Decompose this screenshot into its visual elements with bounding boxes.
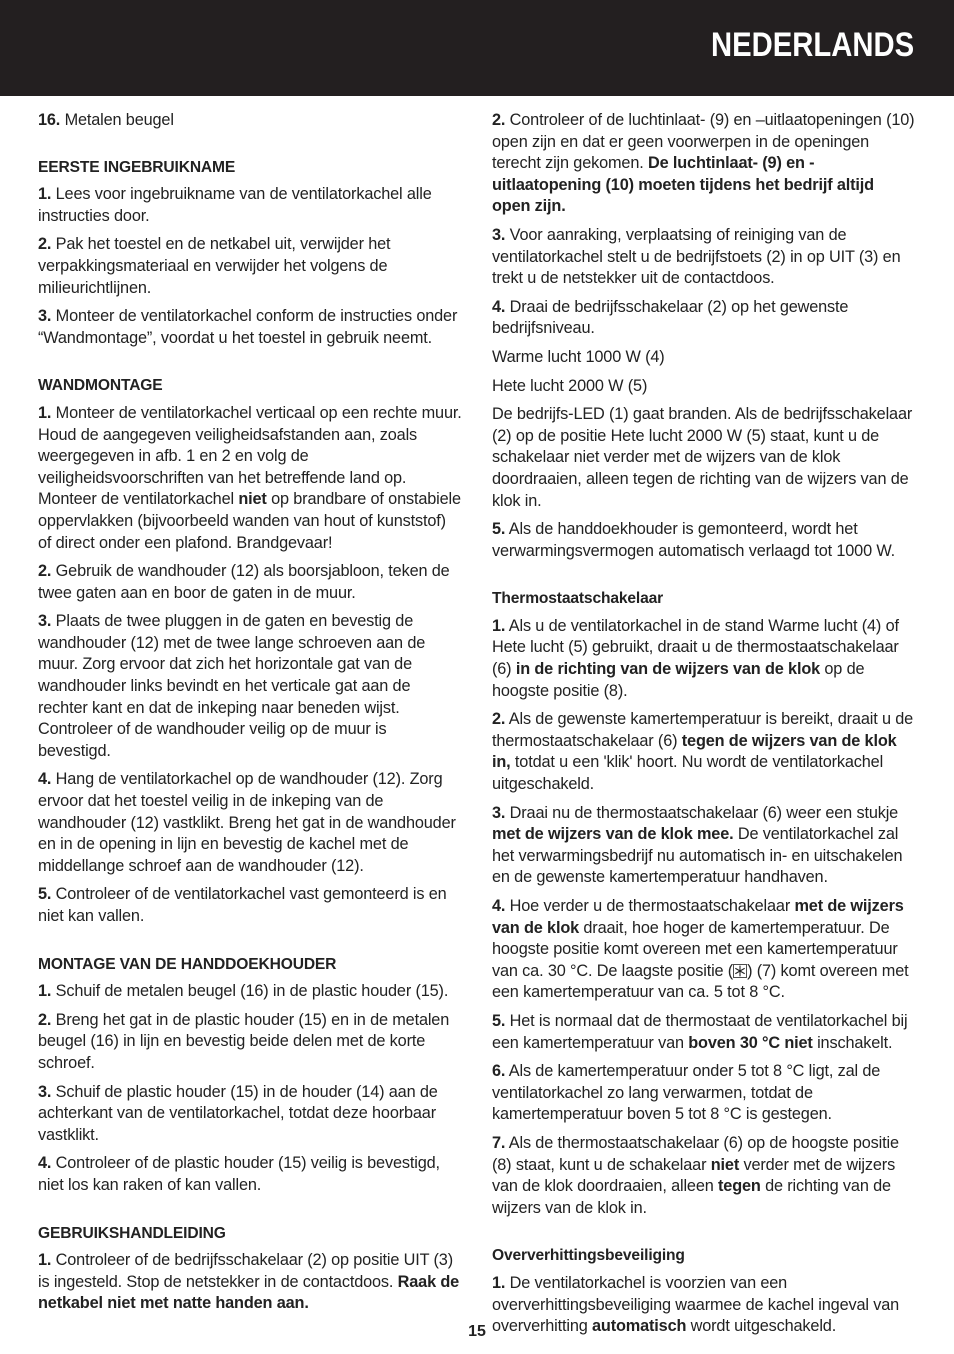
heading-gebruikshandleiding: GEBRUIKSHANDLEIDING [38,1224,226,1242]
paragraph: 4. Hoe verder u de thermostaatschakelaar met de wijzers van de klok draait, hoe hoger de kamertemperatuur. De hoogste positie komt overeen met een kamertemperatuur van ca. 30 °C. De laagste positie ( ) (7) komt overeen met een kamertemperatuur van ca. 5 tot 8 °C. [492,897,909,1002]
paragraph: 2. Als de gewenste kamertemperatuur is bereikt, draait u de thermostaatschakelaar (6) tegen de wijzers van de klok in, totdat u een 'klik' hoort. Nu wordt de ventilatorkachel uitgeschakeld. [492,710,914,794]
page-number: 15 [468,1323,486,1340]
paragraph: 1. Als u de ventilatorkachel in de stand Warme lucht (4) of Hete lucht (5) gebruikt, draait u de thermostaatschakelaar (6) in de richting van de wijzers van de klok op de hoogste positie (8). [492,616,899,700]
paragraph: 6. Als de kamertemperatuur onder 5 tot 8 °C ligt, zal de ventilatorkachel zo lang verwarmen, totdat de kamertemperatuur boven 5 tot 8 °C is gestegen. [492,1062,881,1124]
paragraph: 2. Breng het gat in de plastic houder (15) en in de metalen beugel (16) in lijn en bevestig beide delen met de korte schroef. [38,1010,450,1072]
paragraph: 1. Controleer of de bedrijfsschakelaar (2) op positie UIT (3) is ingesteld. Stop de netstekker in de contactdoos. Raak de netkabel niet met natte handen aan. [38,1251,460,1313]
paragraph: 1. De ventilatorkachel is voorzien van een oververhittingsbeveiliging waarmee de kachel ingeval van oververhitting automatisch wordt uitgeschakeld. [492,1273,900,1336]
paragraph: 5. Controleer of de ventilatorkachel vast gemonteerd is en niet kan vallen. [38,885,447,925]
setting-warm: Warme lucht 1000 W (4) [492,347,665,366]
paragraph: 3. Monteer de ventilatorkachel conform de instructies onder “Wandmontage”, voordat u het toestel in gebruik neemt. [38,307,458,347]
heading-montage-handdoekhouder: MONTAGE VAN DE HANDDOEKHOUDER [38,955,337,973]
paragraph: 1. Lees voor ingebruikname van de ventilatorkachel alle instructies door. [38,185,432,225]
paragraph: 2. Controleer of de luchtinlaat- (9) en –uitlaatopeningen (10) open zijn en dat er geen voorwerpen in de openingen terecht zijn gekomen. De luchtinlaat- (9) en -uitlaatopening (10) moeten tijdens het bedrijf altijd open zijn. [492,111,915,216]
paragraph: 3. Plaats de twee pluggen in de gaten en bevestig de wandhouder (12) met de twee lange schroeven aan de muur. Zorg ervoor dat zich het horizontale gat van de wandhouder links bevindt en het verticale gat aan de rechter kant en dat de inkeping naar beneden wijst. Controleer of de wandhouder veilig op de muur is bevestigd. [38,612,426,760]
right-column [492,110,916,1345]
heading-eerste-ingebruikname: EERSTE INGEBRUIKNAME [38,158,236,176]
heading-wandmontage: WANDMONTAGE [38,377,163,395]
setting-heet: Hete lucht 2000 W (5) [492,376,648,395]
frost-protection-icon [733,964,747,978]
paragraph: 4. Draai de bedrijfsschakelaar (2) op het gewenste bedrijfsniveau. [492,297,849,338]
page-header [0,0,954,96]
parts-item-16: 16. Metalen beugel [38,111,174,129]
paragraph: 3. Schuif de plastic houder (15) in de houder (14) aan de achterkant van de ventilatorkachel, totdat deze hoorbaar vastklikt. [38,1082,438,1144]
heading-oververhittingsbeveiliging: Oververhittingsbeveiliging [492,1247,685,1265]
paragraph: 5. Als de handdoekhouder is gemonteerd, wordt het verwarmingsvermogen automatisch verlaagd tot 1000 W. [492,520,896,560]
paragraph: 3. Voor aanraking, verplaatsing of reiniging van de ventilatorkachel stelt u de bedrijfstoets (2) in op UIT (3) en trekt u de netstekker uit de contactdoos. [492,225,901,288]
paragraph: 4. Controleer of de plastic houder (15) veilig is bevestigd, niet los kan raken of kan vallen. [38,1154,440,1194]
paragraph: 7. Als de thermostaatschakelaar (6) op de hoogste positie (8) staat, kunt u de schakelaar niet verder met de wijzers van de klok doordraaien, alleen tegen de richting van de wijzers van de klok in. [492,1133,899,1217]
paragraph: 1. Schuif de metalen beugel (16) in de plastic houder (15). [38,982,449,1001]
heading-thermostaatschakelaar: Thermostaatschakelaar [492,590,664,608]
paragraph: 4. Hang de ventilatorkachel op de wandhouder (12). Zorg ervoor dat het toestel veilig in de inkeping van de wandhouder (12) vastklikt. Breng het gat in de wandhouder en in de opening in lijn en bevestig de kachel met de middellange schroef aan de wandhouder (12). [38,770,456,875]
paragraph: 1. Monteer de ventilatorkachel verticaal op een rechte muur. Houd de aangegeven veiligheidsafstanden aan, zoals weergegeven in afb. 1 en 2 en volg de veiligheidsvoorschriften van het betreffende land op. Monteer de ventilatorkachel niet op brandbare of onstabiele oppervlakken (bijvoorbeeld wanden van hout of kunststof) of direct onder een plafond. Brandgevaar! [38,403,462,552]
paragraph: 2. Gebruik de wandhouder (12) als boorsjabloon, teken de twee gaten aan en boor de gaten in de muur. [38,562,450,602]
paragraph: 3. Draai nu de thermostaatschakelaar (6) weer een stukje met de wijzers van de klok mee. De ventilatorkachel zal het verwarmingsbedrijf nu automatisch in- en uitschakelen en de gewenste kamertemperatuur handhaven. [492,803,903,887]
language-title: NEDERLANDS [710,26,914,64]
left-column [38,110,462,1322]
paragraph: De bedrijfs-LED (1) gaat branden. Als de bedrijfsschakelaar (2) op de positie Hete lucht 2000 W (5) staat, kunt u de schakelaar niet verder met de wijzers van de klok doordraaien, alleen tegen de richting van de wijzers van de klok in. [492,405,913,510]
paragraph: 5. Het is normaal dat de thermostaat de ventilatorkachel bij een kamertemperatuur van boven 30 °C niet inschakelt. [492,1011,908,1052]
paragraph: 2. Pak het toestel en de netkabel uit, verwijder het verpakkingsmateriaal en verwijder het volgens de milieurichtlijnen. [38,235,391,297]
